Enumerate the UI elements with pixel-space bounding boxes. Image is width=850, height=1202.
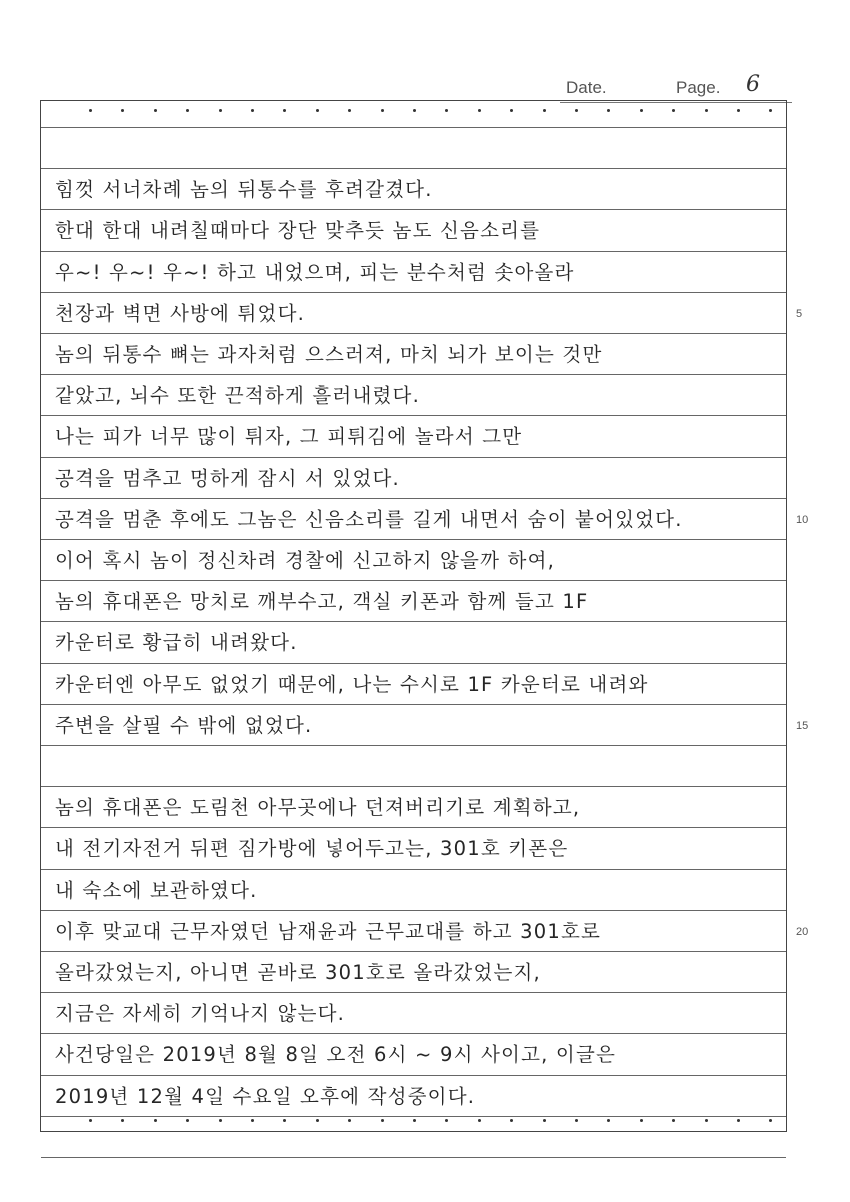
ruler-dot bbox=[316, 109, 319, 112]
margin-line-number-5: 5 bbox=[796, 308, 803, 320]
ruler-dot bbox=[705, 109, 708, 112]
ruled-sheet bbox=[40, 100, 787, 1132]
ruled-line bbox=[41, 1033, 786, 1034]
page-header bbox=[560, 72, 792, 103]
page-number: 6 bbox=[746, 72, 760, 97]
handwritten-line bbox=[55, 1163, 776, 1195]
handwritten-line: 놈의 휴대폰은 망치로 깨부수고, 객실 키폰과 함께 들고 1F bbox=[55, 590, 589, 614]
handwritten-line: 2019년 12월 4일 수요일 오후에 작성중이다. bbox=[55, 1084, 476, 1108]
ruler-dot bbox=[348, 109, 351, 112]
ruled-line bbox=[41, 745, 786, 746]
ruler-dot bbox=[283, 109, 286, 112]
ruled-line bbox=[41, 1075, 786, 1076]
handwritten-line: 같았고, 뇌수 또한 끈적하게 흘러내렸다. bbox=[55, 384, 420, 408]
ruled-line bbox=[41, 415, 786, 416]
ruled-line bbox=[41, 786, 786, 787]
ruler-dot bbox=[154, 109, 157, 112]
ruler-dot bbox=[478, 109, 481, 112]
handwritten-line: 공격을 멈추고 멍하게 잠시 서 있었다. bbox=[55, 466, 400, 490]
handwritten-line: 내 전기자전거 뒤편 짐가방에 넣어두고는, 301호 키폰은 bbox=[55, 837, 569, 861]
ruler-dot bbox=[769, 109, 772, 112]
ruler-dot bbox=[251, 109, 254, 112]
margin-line-number-20: 20 bbox=[796, 926, 809, 938]
handwritten-line: 이어 혹시 놈이 정신차려 경찰에 신고하지 않을까 하여, bbox=[55, 549, 556, 572]
ruled-line bbox=[41, 621, 786, 622]
ruled-line bbox=[41, 992, 786, 993]
margin-line-number-10: 10 bbox=[796, 514, 809, 526]
ruled-line bbox=[41, 209, 786, 210]
date-label: Date. bbox=[566, 78, 607, 97]
ruler-dot bbox=[737, 109, 740, 112]
ruled-line bbox=[41, 869, 786, 870]
handwritten-line: 올라갔었는지, 아니면 곧바로 301호로 올라갔었는지, bbox=[55, 961, 541, 984]
handwritten-line bbox=[55, 1122, 776, 1154]
ruler-dot bbox=[89, 109, 92, 112]
handwritten-line: 주변을 살필 수 밖에 없었다. bbox=[55, 713, 313, 737]
handwritten-line: 카운터엔 아무도 없었기 때문에, 나는 수시로 1F 카운터로 내려와 bbox=[55, 672, 649, 696]
handwritten-line: 한대 한대 내려칠때마다 장단 맞추듯 놈도 신음소리를 bbox=[55, 219, 541, 243]
top-dot-row bbox=[41, 109, 786, 115]
ruled-line bbox=[41, 292, 786, 293]
handwritten-line: 놈의 휴대폰은 도림천 아무곳에나 던져버리기로 계획하고, bbox=[55, 796, 581, 820]
handwritten-line: 지금은 자세히 기억나지 않는다. bbox=[55, 1002, 346, 1026]
handwritten-line: 나는 피가 너무 많이 튀자, 그 피튀김에 놀라서 그만 bbox=[55, 425, 523, 449]
handwritten-line: 놈의 뒤통수 뼈는 과자처럼 으스러져, 마치 뇌가 보이는 것만 bbox=[55, 343, 603, 366]
handwritten-line bbox=[55, 133, 776, 165]
ruled-line bbox=[41, 827, 786, 828]
ruler-dot bbox=[219, 109, 222, 112]
ruler-dot bbox=[672, 109, 675, 112]
margin-line-number-15: 15 bbox=[796, 720, 809, 732]
handwritten-line: 카운터로 황급히 내려왔다. bbox=[55, 631, 298, 655]
handwritten-line: 우~! 우~! 우~! 하고 내었으며, 피는 분수처럼 솟아올라 bbox=[55, 260, 575, 284]
handwritten-line: 이후 맞교대 근무자였던 남재윤과 근무교대를 하고 301호로 bbox=[55, 919, 602, 943]
ruled-line bbox=[41, 580, 786, 581]
handwritten-line: 공격을 멈춘 후에도 그놈은 신음소리를 길게 내면서 숨이 붙어있었다. bbox=[55, 507, 683, 531]
handwritten-line bbox=[55, 751, 776, 783]
ruled-line bbox=[41, 333, 786, 334]
handwritten-line: 내 숙소에 보관하였다. bbox=[55, 878, 258, 902]
handwritten-line: 힘껏 서너차례 놈의 뒤통수를 후려갈겼다. bbox=[55, 178, 433, 202]
ruled-line bbox=[41, 951, 786, 952]
handwritten-line: 사건당일은 2019년 8월 8일 오전 6시 ~ 9시 사이고, 이글은 bbox=[55, 1043, 617, 1067]
ruler-dot bbox=[543, 109, 546, 112]
ruled-line bbox=[41, 1116, 786, 1117]
page-label: Page. bbox=[676, 78, 721, 97]
ruler-dot bbox=[510, 109, 513, 112]
ruled-line bbox=[41, 1157, 786, 1158]
ruled-line bbox=[41, 704, 786, 705]
ruler-dot bbox=[381, 109, 384, 112]
ruled-line bbox=[41, 168, 786, 169]
ruled-line bbox=[41, 374, 786, 375]
ruled-line bbox=[41, 457, 786, 458]
ruled-line bbox=[41, 910, 786, 911]
handwritten-line: 천장과 벽면 사방에 튀었다. bbox=[55, 301, 306, 325]
ruler-dot bbox=[575, 109, 578, 112]
ruled-line bbox=[41, 663, 786, 664]
ruled-line bbox=[41, 539, 786, 540]
ruler-dot bbox=[121, 109, 124, 112]
ruled-line bbox=[41, 251, 786, 252]
ruler-dot bbox=[413, 109, 416, 112]
ruler-dot bbox=[640, 109, 643, 112]
ruler-dot bbox=[445, 109, 448, 112]
ruled-line bbox=[41, 127, 786, 128]
ruled-line bbox=[41, 498, 786, 499]
ruler-dot bbox=[607, 109, 610, 112]
ruler-dot bbox=[186, 109, 189, 112]
